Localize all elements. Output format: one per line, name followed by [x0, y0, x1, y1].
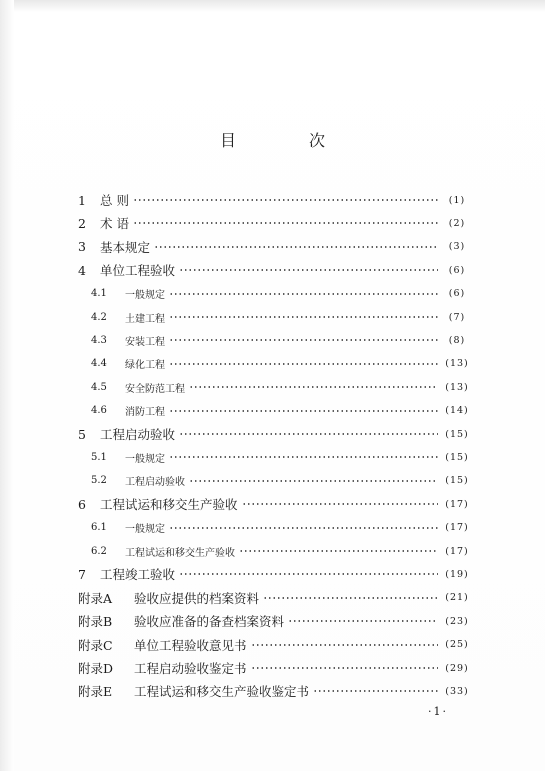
toc-dot-leader — [169, 292, 438, 296]
toc-entry[interactable] — [78, 518, 472, 538]
toc-entry-page: (21) — [445, 592, 469, 604]
toc-entry-number: 2 — [78, 215, 86, 231]
toc-entry-number: 附录D — [78, 661, 114, 676]
toc-entry-title: 一般规定 — [125, 290, 165, 302]
toc-entry-page: (17) — [445, 522, 469, 534]
toc-dot-leader — [263, 596, 438, 600]
toc-entry-title: 消防工程 — [125, 407, 165, 419]
toc-entry-number: 4.6 — [91, 405, 107, 417]
toc-entry[interactable] — [78, 307, 472, 327]
toc-dot-leader — [179, 268, 438, 272]
toc-entry-title: 单位工程验收 — [100, 263, 176, 279]
toc-dot-leader — [288, 619, 438, 623]
toc-entry-number: 4.3 — [91, 334, 107, 346]
page-title: 目 次 — [219, 131, 360, 150]
toc-entry-number: 4.4 — [91, 358, 107, 370]
toc-entry-title: 一般规定 — [125, 453, 165, 465]
toc-entry[interactable] — [78, 471, 472, 491]
toc-entry[interactable] — [78, 588, 472, 608]
toc-entry-title: 土建工程 — [125, 313, 165, 325]
toc-entry-page: (8) — [448, 334, 466, 346]
toc-entry-number: 1 — [78, 192, 86, 208]
toc-entry[interactable] — [78, 424, 472, 444]
toc-entry-page: (6) — [448, 288, 466, 300]
toc-entry[interactable] — [78, 237, 472, 257]
toc-dot-leader — [169, 455, 438, 459]
toc-entry[interactable] — [78, 611, 472, 631]
toc-dot-leader — [169, 338, 438, 342]
toc-entry-number: 7 — [78, 566, 86, 582]
toc-entry-page: (25) — [445, 639, 469, 651]
toc-dot-leader — [251, 643, 438, 647]
toc-entry-title: 工程试运和移交生产验收 — [100, 497, 238, 513]
toc-entry-number: 4 — [78, 262, 86, 278]
toc-entry-number: 6.2 — [91, 545, 107, 557]
toc-entry[interactable] — [78, 564, 472, 584]
toc-dot-leader — [251, 666, 438, 670]
toc-entry-page: (17) — [445, 545, 469, 557]
toc-entry-page: (13) — [445, 358, 469, 370]
toc-entry-page: (33) — [445, 685, 469, 697]
toc-entry-number: 6 — [78, 496, 86, 512]
toc-entry[interactable] — [78, 681, 472, 701]
toc-entry[interactable] — [78, 377, 472, 397]
toc-entry[interactable] — [78, 190, 472, 210]
toc-dot-leader — [239, 549, 438, 553]
toc-entry-number: 3 — [78, 239, 86, 255]
toc-dot-leader — [242, 502, 438, 506]
toc-dot-leader — [169, 362, 438, 366]
toc-entry[interactable] — [78, 213, 472, 233]
toc-entry-title: 一般规定 — [125, 524, 165, 536]
toc-entry-page: (14) — [445, 405, 469, 417]
toc-entry-title: 工程启动验收鉴定书 — [134, 661, 247, 676]
page-number: ·1· — [428, 705, 448, 718]
toc-entry[interactable] — [78, 284, 472, 304]
toc-entry-title: 基本规定 — [100, 239, 151, 255]
toc-entry-page: (1) — [448, 194, 466, 206]
toc-entry-title: 工程竣工验收 — [100, 567, 176, 583]
toc-entry[interactable] — [78, 635, 472, 655]
toc-entry-title: 工程启动验收 — [125, 477, 185, 489]
scan-shadow-top — [0, 0, 545, 12]
toc-entry-page: (15) — [445, 428, 469, 440]
toc-entry-title: 术 语 — [100, 216, 129, 232]
toc-entry[interactable] — [78, 541, 472, 561]
toc-entry-number: 附录B — [78, 614, 113, 630]
toc-entry-title: 安装工程 — [125, 336, 165, 348]
toc-entry[interactable] — [78, 447, 472, 467]
scan-shadow-left — [0, 0, 14, 771]
toc-entry-title: 单位工程验收意见书 — [134, 637, 247, 653]
toc-entry[interactable] — [78, 494, 472, 514]
toc-dot-leader — [169, 315, 438, 319]
toc-entry[interactable] — [78, 658, 472, 678]
toc-entry[interactable] — [78, 330, 472, 350]
toc-entry-page: (7) — [448, 311, 466, 323]
toc-entry[interactable] — [78, 260, 472, 280]
toc-entry-page: (6) — [448, 264, 466, 276]
toc-entry-number: 6.1 — [91, 522, 107, 534]
toc-entry-number: 5 — [78, 426, 86, 442]
toc-entry-page: (13) — [445, 381, 469, 393]
toc-entry-page: (2) — [448, 217, 466, 229]
toc-dot-leader — [154, 245, 438, 249]
toc-entry-page: (15) — [445, 475, 469, 487]
toc-entry-page: (29) — [445, 662, 469, 674]
toc-dot-leader — [179, 432, 438, 436]
toc-entry-title: 验收应提供的档案资料 — [134, 590, 260, 606]
toc-dot-leader — [179, 572, 438, 576]
toc-entry-page: (19) — [445, 568, 469, 580]
toc-entry-page: (15) — [445, 451, 469, 463]
toc-entry[interactable] — [78, 401, 472, 421]
toc-entry-number: 5.2 — [91, 475, 107, 487]
toc-entry-title: 工程启动验收 — [100, 427, 176, 442]
toc-dot-leader — [133, 221, 438, 225]
toc-entry-number: 附录E — [78, 684, 113, 700]
toc-entry-title: 总 则 — [100, 193, 129, 208]
toc-entry-page: (3) — [448, 241, 466, 253]
toc-entry[interactable] — [78, 354, 472, 374]
toc-dot-leader — [313, 689, 438, 693]
toc-entry-number: 4.5 — [91, 381, 107, 393]
toc-dot-leader — [189, 385, 438, 389]
toc-dot-leader — [169, 526, 438, 530]
toc-entry-number: 5.1 — [91, 451, 107, 463]
toc-entry-title: 验收应准备的备查档案资料 — [134, 614, 285, 630]
toc-entry-title: 绿化工程 — [125, 360, 165, 372]
toc-entry-title: 工程试运和移交生产验收 — [125, 547, 235, 559]
toc-dot-leader — [133, 198, 438, 202]
toc-entry-number: 4.1 — [91, 288, 107, 300]
toc-entry-title: 工程试运和移交生产验收鉴定书 — [134, 684, 310, 700]
toc-entry-number: 附录C — [78, 637, 113, 653]
toc-entry-page: (23) — [445, 615, 469, 627]
toc-entry-title: 安全防范工程 — [125, 383, 185, 395]
toc-entry-number: 附录A — [78, 590, 113, 606]
toc-dot-leader — [169, 409, 438, 413]
toc-dot-leader — [189, 479, 438, 483]
toc-entry-number: 4.2 — [91, 311, 107, 323]
toc-entry-page: (17) — [445, 498, 469, 510]
